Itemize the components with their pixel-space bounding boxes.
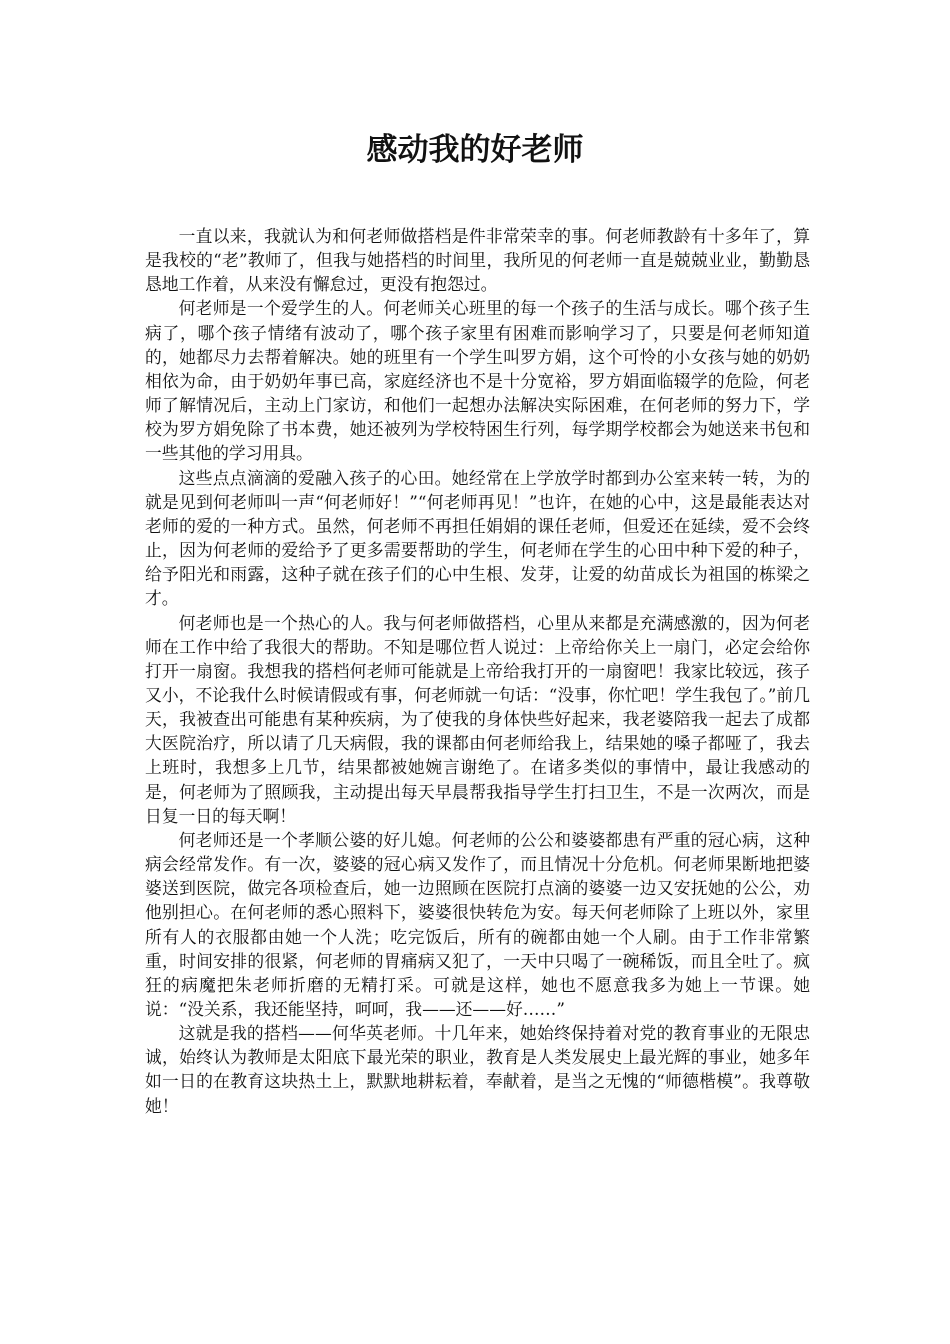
paragraph: 一直以来，我就认为和何老师做搭档是件非常荣幸的事。何老师教龄有十多年了，算是我校的“老”教师了，但我与她搭档的时间里，我所见的何老师一直是兢兢业业，勤勤恳恳地工作着，从来没有懈怠过，更没有抱怨过。: [145, 226, 810, 295]
paragraph: 何老师是一个爱学生的人。何老师关心班里的每一个孩子的生活与成长。哪个孩子生病了，哪个孩子情绪有波动了，哪个孩子家里有困难而影响学习了，只要是何老师知道的，她都尽力去帮着解决。她的班里有一个学生叫罗方娟，这个可怜的小女孩与她的奶奶相依为命，由于奶奶年事已高，家庭经济也不是十分宽裕，罗方娟面临辍学的危险，何老师了解情况后，主动上门家访，和他们一起想办法解决实际困难，在何老师的努力下，学校为罗方娟免除了书本费，她还被列为学校特困生行列，每学期学校都会为她送来书包和一些其他的学习用具。: [145, 298, 810, 464]
document-body: [145, 224, 810, 1118]
document-title: 感动我的好老师: [366, 132, 584, 168]
paragraph: 这些点点滴滴的爱融入孩子的心田。她经常在上学放学时都到办公室来转一转，为的就是见到何老师叫一声“何老师好！”“何老师再见！”也许，在她的心中，这是最能表达对老师的爱的一种方式。虽然，何老师不再担任娟娟的课任老师，但爱还在延续，爱不会终止，因为何老师的爱给予了更多需要帮助的学生，何老师在学生的心田中种下爱的种子，给予阳光和雨露，这种子就在孩子们的心中生根、发芽，让爱的幼苗成长为祖国的栋梁之才。: [145, 467, 810, 609]
paragraph: 何老师还是一个孝顺公婆的好儿媳。何老师的公公和婆婆都患有严重的冠心病，这种病会经常发作。有一次，婆婆的冠心病又发作了，而且情况十分危机。何老师果断地把婆婆送到医院，做完各项检查后，她一边照顾在医院打点滴的婆婆一边又安抚她的公公，劝他别担心。在何老师的悉心照料下，婆婆很快转危为安。每天何老师除了上班以外，家里所有人的衣服都由她一个人洗；吃完饭后，所有的碗都由她一个人刷。由于工作非常繁重，时间安排的很紧，何老师的胃痛病又犯了，一天中只喝了一碗稀饭，而且全吐了。疯狂的病魔把朱老师折磨的无精打采。可就是这样，她也不愿意我多为她上一节课。她说：“没关系，我还能坚持，呵呵，我——还——好……”: [145, 829, 810, 1019]
paragraph: 何老师也是一个热心的人。我与何老师做搭档，心里从来都是充满感激的，因为何老师在工作中给了我很大的帮助。不知是哪位哲人说过：上帝给你关上一扇门，必定会给你打开一扇窗。我想我的搭档何老师可能就是上帝给我打开的一扇窗吧！我家比较远，孩子又小，不论我什么时候请假或有事，何老师就一句话：“没事，你忙吧！学生我包了。”前几天，我被查出可能患有某种疾病，为了使我的身体快些好起来，我老婆陪我一起去了成都大医院治疗，所以请了几天病假，我的课都由何老师给我上，结果她的嗓子都哑了，我去上班时，我想多上几节，结果都被她婉言谢绝了。在诸多类似的事情中，最让我感动的是，何老师为了照顾我，主动提出每天早晨帮我指导学生打扫卫生，不是一次两次，而是日复一日的每天啊！: [145, 612, 810, 826]
paragraph: 这就是我的搭档——何华英老师。十几年来，她始终保持着对党的教育事业的无限忠诚，始终认为教师是太阳底下最光荣的职业，教育是人类发展史上最光辉的事业，她多年如一日的在教育这块热土上，默默地耕耘着，奉献着，是当之无愧的“师德楷模”。我尊敬她！: [145, 1023, 810, 1116]
